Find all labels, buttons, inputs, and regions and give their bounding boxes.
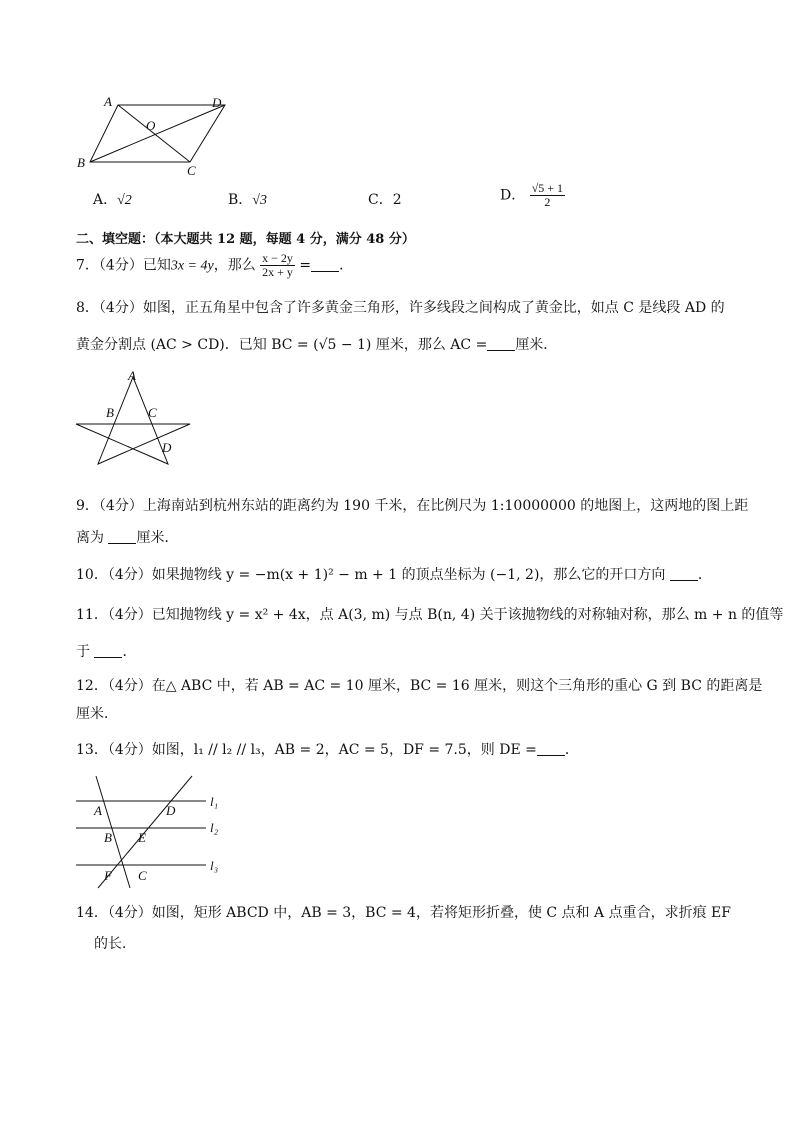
answer-blank	[537, 741, 565, 756]
question-13: 13．（4分）如图，l₁ // l₂ // l₃，AB = 2，AC = 5，DF = 7.5，则 DE = ．	[76, 742, 579, 758]
fig13-label-B: B	[104, 830, 112, 845]
question-12-line2: 厘米．	[76, 706, 118, 722]
question-8-line2: 黄金分割点 (AC > CD)．已知 BC = (√5 − 1) 厘米，那么 AC = 厘米．	[76, 337, 558, 353]
label-A: A	[104, 94, 112, 109]
line-label-l1: l₁	[210, 794, 219, 809]
question-8-line1: 8．（4分）如图，正五角星中包含了许多黄金三角形，许多线段之间构成了黄金比，如点 C 是线段 AD 的	[76, 300, 725, 316]
question-11-line1: 11．（4分）已知抛物线 y = x² + 4x，点 A(3, m) 与点 B(n, 4) 关于该抛物线的对称轴对称，那么 m + n 的值等	[76, 607, 784, 623]
star-figure	[70, 372, 210, 472]
fig13-label-F: F	[104, 868, 112, 883]
label-O: O	[146, 118, 156, 133]
question-14-line1: 14．（4分）如图，矩形 ABCD 中，AB = 3，BC = 4，若将矩形折叠，使 C 点和 A 点重合，求折痕 EF	[76, 905, 731, 921]
answer-blank	[108, 529, 136, 544]
answer-blank	[670, 566, 698, 581]
answer-blank	[311, 257, 339, 272]
answer-blank	[487, 336, 515, 351]
question-9-line2: 离为 厘米．	[76, 530, 179, 546]
question-9-line1: 9．（4分）上海南站到杭州东站的距离约为 190 千米，在比例尺为 1:10000000 的地图上，这两地的图上距	[76, 498, 749, 514]
star-label-B: B	[106, 405, 114, 420]
fig13-label-E: E	[138, 830, 146, 845]
question-7: 7．（4分）已知3x = 4y，那么 $\frac{x - 2y}{2x + y}$ = ．	[76, 251, 354, 279]
question-14-line2: 的长．	[94, 936, 136, 952]
section-title: 二、填空题：（本大题共 12 题，每题 4 分，满分 48 分）	[76, 232, 415, 247]
star-label-A: A	[128, 368, 136, 383]
question-12-line1: 12．（4分）在△ ABC 中，若 AB = AC = 10 厘米，BC = 16 厘米，则这个三角形的重心 G 到 BC 的距离是	[76, 678, 763, 694]
option-b: B．√3	[228, 192, 267, 208]
option-d: D． $\frac{√5 + 1}{2}$	[500, 181, 564, 209]
label-C: C	[187, 163, 196, 178]
question-10: 10．（4分）如果抛物线 y = −m(x + 1)² − m + 1 的顶点坐标为 (−1, 2)，那么它的开口方向 ．	[76, 567, 712, 583]
label-D: D	[212, 95, 222, 110]
line-label-l2: l₂	[210, 820, 219, 835]
option-a: A．√2	[93, 192, 132, 208]
line-label-l3: l₃	[210, 858, 219, 873]
answer-blank	[94, 643, 122, 658]
question-11-line2: 于 ．	[76, 644, 137, 660]
star-label-C: C	[148, 405, 157, 420]
star-label-D: D	[162, 440, 172, 455]
fig13-label-C: C	[138, 868, 147, 883]
fig13-label-D: D	[166, 803, 176, 818]
label-B: B	[77, 155, 85, 170]
option-c: C．2	[368, 192, 402, 208]
fig13-label-A: A	[94, 803, 102, 818]
